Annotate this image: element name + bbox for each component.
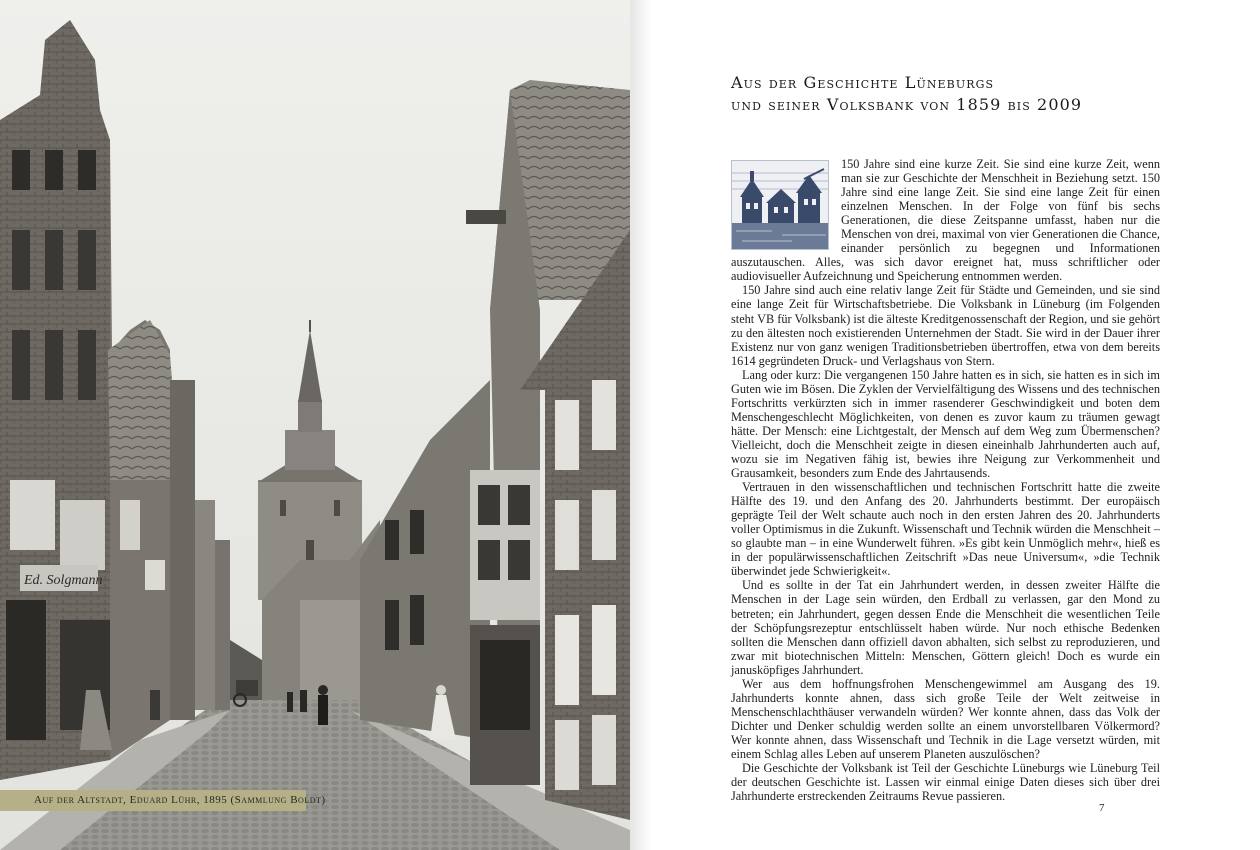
chapter-title-line-1: Aus der Geschichte Lüneburgs <box>731 73 995 92</box>
photo-caption: Auf der Altstadt, Eduard Lühr, 1895 (Sammlung Boldt) <box>0 790 306 811</box>
chapter-title <box>731 72 1082 116</box>
paragraph: 150 Jahre sind eine kurze Zeit. Sie sind eine kurze Zeit, wenn man sie zur Geschichte der Menschheit in Beziehung setzt. 150 Jahre sind eine lange Zeit. Sie sind eine lange Zeit für einen einzelnen Menschen. In der Folge von fünf bis sechs Generationen, die diese Zeitspanne umfasst, haben nur die Menschen von drei, maximal von vier Generationen die Chance, einander persönlich zu begegnen und Informationen auszutauschen. Alles, was sich davor ereignet hat, muss schriftlicher oder audiovisueller Aufzeichnung und Speicherung entnommen werden. <box>731 157 1160 284</box>
shop-sign: Ed. Solgmann <box>24 573 103 588</box>
gutter-shadow <box>630 0 652 850</box>
lueneburg-vignette-image <box>731 160 829 250</box>
chapter-body <box>731 157 1160 803</box>
page-number: 7 <box>1099 802 1105 814</box>
paragraph: Lang oder kurz: Die vergangenen 150 Jahre hatten es in sich, sie hatten es in sich im Guten wie im Bösen. Die Zyklen der Vervielfältigung des Wissens und des technischen Fortschritts verkürzten sich in immer rasenderer Geschwindigkeit und boten dem Menschengeschlecht Möglichkeiten, von denen es zuvor kaum zu träumen gewagt hätte. Der Mensch: eine Lichtgestalt, der Mensch auf dem Weg zum Übermenschen? Vielleicht, doch die Menschheit zeigte in diesen eineinhalb Jahrhunderten auch auf, wozu sie im Negativen fähig ist, bewies ihre Neigung zur Verkommenheit und Grausamkeit, besonders zum Ende des Jahrtausends. <box>731 367 1161 481</box>
paragraph: Vertrauen in den wissenschaftlichen und technischen Fortschritt hatte die zweite Hälfte des 19. und den Anfang des 20. Jahrhunderts bestimmt. Der europäisch geprägte Teil der Welt schaute auch noch in den ersten Jahren des 20. Jahrhunderts voller Optimismus in die Zukunft. Wissenschaft und Technik würden die Menschheit – so glaubte man – in eine Wunderwelt führen. »Es gibt kein Unmöglich mehr«, hieß es in der populärwissenschaftlichen Zeitschrift »Das neue Universum«, »die Technik überwindet jede Schwierigkeit«. <box>731 480 1160 579</box>
chapter-title-line-2: und seiner Volksbank von 1859 bis 2009 <box>731 95 1083 114</box>
paragraph: Wer aus dem hoffnungsfrohen Menschengewimmel am Ausgang des 19. Jahrhunderts konnte ahnen, dass sich große Teile der Welt zeitweise in Menschenschlachthäuser verwandeln würden? Wer konnte ahnen, dass das Volk der Dichter und Denker schuldig werden sollte an einem unvorstellbaren Völkermord? Wer konnte ahnen, dass Wissenschaft und Technik in die Lage versetzt würden, mit einem Schlag alles Leben auf unserem Planeten auszulöschen? <box>731 676 1160 761</box>
paragraph: 150 Jahre sind auch eine relativ lange Zeit für Städte und Gemeinden, und sie sind eine lange Zeit für Wirtschaftsbetriebe. Die Volksbank in Lüneburg (im Folgenden steht VB für Volksbank) ist die älteste Kreditgenossenschaft der Region, und sie gehört zu den ältesten noch existierenden Unternehmen der Stadt. Sie wird in der Dauer ihrer Existenz nur von ganz wenigen Traditionsbetrieben übertroffen, etwa von dem bereits 1614 gegründeten Druck- und Verlagshaus von Stern. <box>731 283 1160 368</box>
paragraph: Und es sollte in der Tat ein Jahrhundert werden, in dessen zweiter Hälfte die Menschen in der Lage sein würden, den Erdball zu verlassen, gar den Mond zu betreten; ein Jahrhundert, gegen dessen Ende die Menschheit die wesentlichen Teile der Schöpfungsrezeptur entschlüsselt haben würde. Nur noch ethische Bedenken sollten die Menschen dann offiziell davon abhalten, sich selbst zu reproduzieren, und zwar mit biotechnischen Mitteln: Menschen, Göttern gleich! Doch es wurde ein janusköpfiges Jahrhundert. <box>731 578 1160 677</box>
paragraph: Die Geschichte der Volksbank ist Teil der Geschichte Lüneburgs wie Lüneburg Teil der deutschen Geschichte ist. Lassen wir einmal einige Daten dieses sich über drei Jahrhunderte erstreckenden Zeitraums Revue passieren. <box>731 761 1160 804</box>
